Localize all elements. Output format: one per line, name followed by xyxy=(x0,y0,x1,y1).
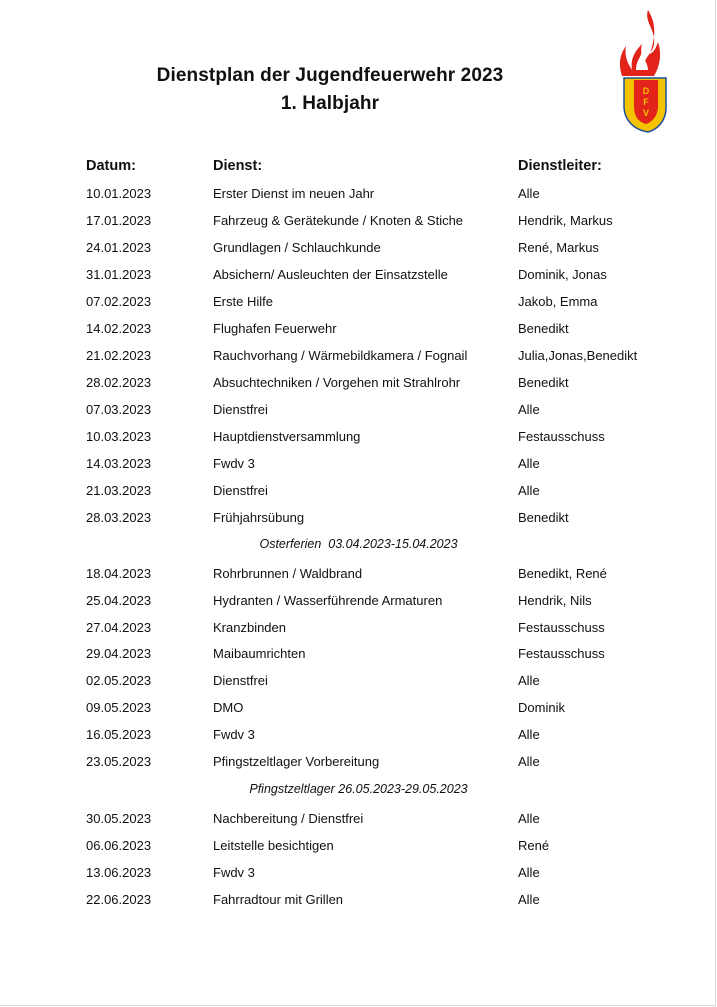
table-row xyxy=(0,318,717,340)
table-row xyxy=(0,345,717,367)
column-header-duty: Dienst: xyxy=(213,158,263,174)
row-leader: Alle xyxy=(518,865,540,880)
row-duty: Pfingstzeltlager Vorbereitung xyxy=(213,753,380,769)
row-leader: Dominik, Jonas xyxy=(518,267,607,282)
table-row xyxy=(0,264,717,286)
table-row xyxy=(0,808,717,830)
row-date: 06.06.2023 xyxy=(86,838,152,853)
page-subtitle: 1. Halbjahr xyxy=(280,93,380,114)
row-duty: Frühjahrsübung xyxy=(213,510,305,525)
row-date: 16.05.2023 xyxy=(86,726,152,742)
row-date: 29.04.2023 xyxy=(86,646,152,662)
row-leader: Benedikt xyxy=(518,321,569,336)
svg-text:F: F xyxy=(643,97,649,107)
row-duty: Leitstelle besichtigen xyxy=(213,838,334,853)
row-date: 10.03.2023 xyxy=(86,429,152,444)
table-row xyxy=(0,751,717,773)
table-row xyxy=(0,724,717,746)
holiday-note-pentecost: Pfingstzeltlager 26.05.2023-29.05.2023 xyxy=(249,782,468,796)
row-leader: Jakob, Emma xyxy=(518,294,598,309)
row-leader: Benedikt xyxy=(518,510,569,525)
row-date: 27.04.2023 xyxy=(86,619,152,635)
row-leader: Festausschuss xyxy=(518,619,605,635)
row-date: 23.05.2023 xyxy=(86,753,152,769)
row-leader: René xyxy=(518,838,550,853)
table-row xyxy=(0,889,717,911)
table-row xyxy=(0,697,717,719)
table-row xyxy=(0,507,717,529)
row-date: 24.01.2023 xyxy=(86,240,152,255)
row-leader: Alle xyxy=(518,726,540,742)
table-row xyxy=(0,617,717,639)
table-row xyxy=(0,643,717,665)
table-row xyxy=(0,291,717,313)
row-leader: Benedikt xyxy=(518,375,569,390)
row-date: 07.03.2023 xyxy=(86,402,152,417)
row-leader: Festausschuss xyxy=(518,646,605,662)
row-duty: Dienstfrei xyxy=(213,673,268,689)
row-leader: Dominik xyxy=(518,700,565,715)
table-row xyxy=(0,210,717,232)
column-header-leader: Dienstleiter: xyxy=(518,158,602,174)
row-leader: Julia,Jonas,Benedikt xyxy=(518,348,638,363)
row-duty: Grundlagen / Schlauchkunde xyxy=(213,240,381,255)
row-leader: Hendrik, Markus xyxy=(518,213,613,228)
row-leader: Alle xyxy=(518,186,540,201)
row-date: 09.05.2023 xyxy=(86,700,152,715)
row-date: 31.01.2023 xyxy=(86,267,152,282)
row-date: 13.06.2023 xyxy=(86,865,152,880)
table-row xyxy=(0,670,717,692)
table-header xyxy=(0,155,717,177)
jugendfeuerwehr-flame-logo-icon xyxy=(614,8,674,133)
row-date: 18.04.2023 xyxy=(86,566,152,581)
row-leader: Hendrik, Nils xyxy=(518,592,592,608)
row-date: 21.02.2023 xyxy=(86,348,152,363)
row-leader: Alle xyxy=(518,456,540,471)
row-duty: Hydranten / Wasserführende Armaturen xyxy=(213,592,443,608)
row-date: 14.02.2023 xyxy=(86,321,152,336)
row-date: 14.03.2023 xyxy=(86,456,152,471)
table-row xyxy=(0,399,717,421)
table-row xyxy=(0,372,717,394)
row-date: 25.04.2023 xyxy=(86,592,152,608)
page-title: Dienstplan der Jugendfeuerwehr 2023 xyxy=(156,65,504,86)
row-leader: Alle xyxy=(518,483,540,498)
row-date: 21.03.2023 xyxy=(86,483,152,498)
row-duty: Fwdv 3 xyxy=(213,456,255,471)
row-leader: Alle xyxy=(518,673,540,689)
row-duty: Dienstfrei xyxy=(213,402,268,417)
row-duty: Absichern/ Ausleuchten der Einsatzstelle xyxy=(213,267,448,282)
row-date: 30.05.2023 xyxy=(86,811,152,826)
row-duty: Fwdv 3 xyxy=(213,726,255,742)
row-leader: Alle xyxy=(518,892,540,907)
row-leader: Alle xyxy=(518,753,540,769)
row-date: 02.05.2023 xyxy=(86,673,152,689)
table-row xyxy=(0,237,717,259)
svg-text:V: V xyxy=(642,108,650,118)
table-row xyxy=(0,453,717,475)
row-duty: Fahrzeug & Gerätekunde / Knoten & Stiche xyxy=(213,213,464,228)
row-date: 28.03.2023 xyxy=(86,510,152,525)
column-header-date: Datum: xyxy=(86,158,136,174)
table-row xyxy=(0,590,717,612)
row-duty: Erster Dienst im neuen Jahr xyxy=(213,186,375,201)
table-row xyxy=(0,862,717,884)
row-duty: Hauptdienstversammlung xyxy=(213,429,361,444)
table-row xyxy=(0,835,717,857)
row-duty: Rauchvorhang / Wärmebildkamera / Fognail xyxy=(213,348,468,363)
row-duty: Nachbereitung / Dienstfrei xyxy=(213,811,364,826)
row-leader: Alle xyxy=(518,811,540,826)
row-date: 28.02.2023 xyxy=(86,375,152,390)
row-date: 10.01.2023 xyxy=(86,186,152,201)
row-leader: Alle xyxy=(518,402,540,417)
table-row xyxy=(0,426,717,448)
row-duty: Maibaumrichten xyxy=(213,646,306,662)
svg-text:D: D xyxy=(642,86,650,96)
row-duty: Erste Hilfe xyxy=(213,294,273,309)
row-duty: Rohrbrunnen / Waldbrand xyxy=(213,566,363,581)
table-row xyxy=(0,480,717,502)
row-date: 17.01.2023 xyxy=(86,213,152,228)
row-date: 22.06.2023 xyxy=(86,892,152,907)
table-row xyxy=(0,183,717,205)
row-leader: René, Markus xyxy=(518,240,599,255)
row-duty: Fahrradtour mit Grillen xyxy=(213,892,344,907)
row-date: 07.02.2023 xyxy=(86,294,152,309)
row-duty: Flughafen Feuerwehr xyxy=(213,321,337,336)
row-duty: Dienstfrei xyxy=(213,483,268,498)
holiday-note-easter: Osterferien 03.04.2023-15.04.2023 xyxy=(259,537,458,551)
row-leader: Benedikt, René xyxy=(518,566,607,581)
row-duty: Fwdv 3 xyxy=(213,865,255,880)
row-duty: Kranzbinden xyxy=(213,619,286,635)
row-duty: Absuchtechniken / Vorgehen mit Strahlrohr xyxy=(213,375,461,390)
row-duty: DMO xyxy=(213,700,244,715)
row-leader: Festausschuss xyxy=(518,429,605,444)
table-row xyxy=(0,563,717,585)
